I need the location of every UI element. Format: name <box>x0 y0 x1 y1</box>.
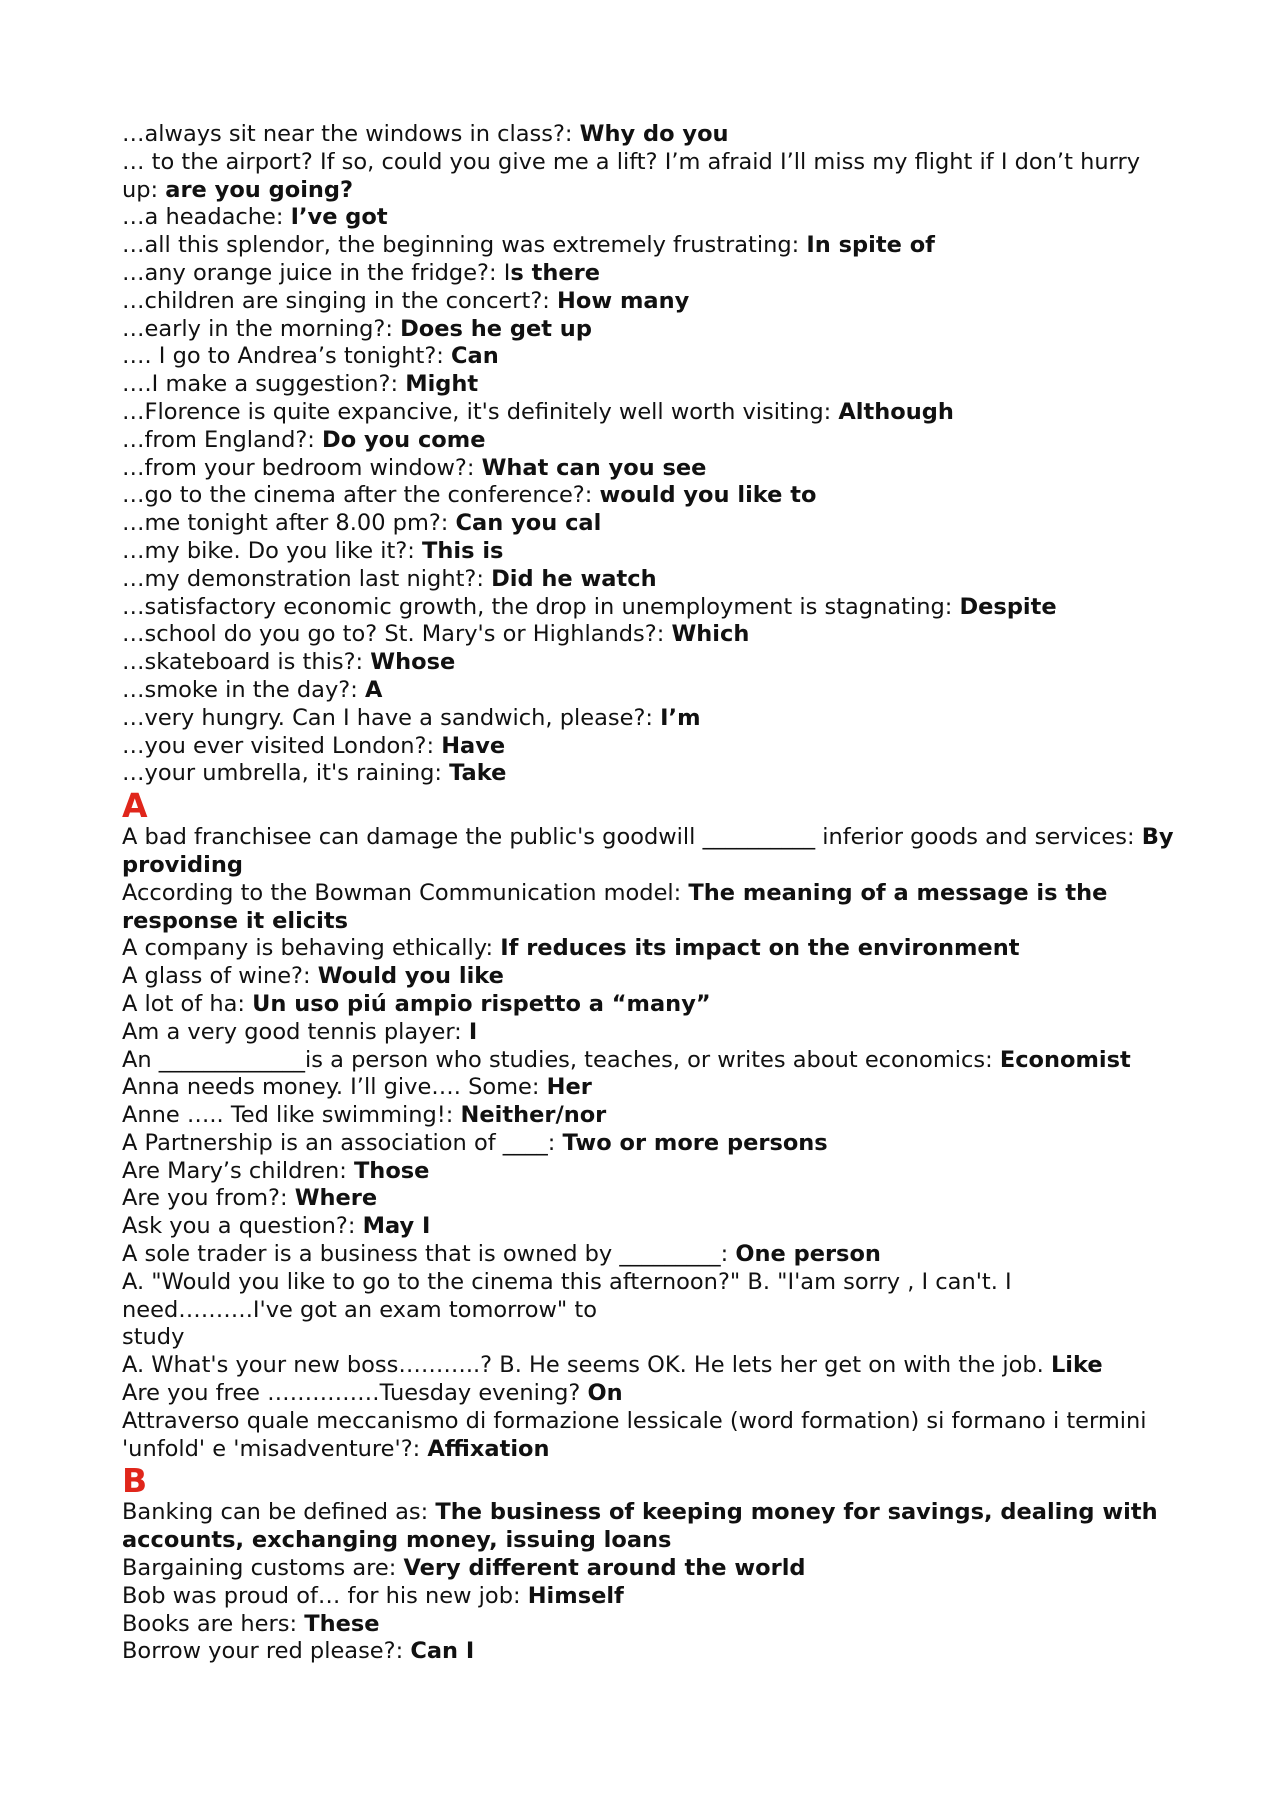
answer-text: A <box>364 676 383 703</box>
answer-text: I <box>468 1018 478 1045</box>
question-text: Am a very good tennis player: <box>122 1018 469 1045</box>
answer-text: Why do you <box>579 121 729 147</box>
answer-text: On <box>587 1380 623 1407</box>
question-answer-line <box>122 510 1182 538</box>
question-text: Bargaining customs are: <box>122 1555 404 1582</box>
answer-text: Can <box>451 343 499 370</box>
question-text: …skateboard is this?: <box>122 649 371 676</box>
question-text: …from England?: <box>122 426 323 453</box>
document-page <box>122 121 1182 1666</box>
question-text: A glass of wine?: <box>122 963 318 990</box>
answer-text: Very different around the world <box>403 1555 806 1582</box>
question-answer-line <box>122 232 1182 260</box>
question-answer-line <box>122 1102 1182 1130</box>
question-text: …early in the morning?: <box>122 315 401 342</box>
question-text: Borrow your red please?: <box>122 1638 411 1665</box>
answer-text: Neither/nor <box>460 1102 607 1129</box>
question-text: …school do you go to? St. Mary's or Highlands?: <box>122 621 672 648</box>
answer-text: If reduces its impact on the environment <box>500 935 1020 962</box>
answer-text: What can you see <box>481 454 707 481</box>
question-answer-line <box>122 824 1182 880</box>
question-answer-line <box>122 288 1182 316</box>
question-answer-line <box>122 733 1182 761</box>
question-text: A lot of ha: <box>122 990 253 1017</box>
question-text: Anna needs money. I’ll give…. Some: <box>122 1074 547 1101</box>
question-answer-line <box>122 991 1182 1019</box>
question-text: Anne ….. Ted like swimming!: <box>122 1102 461 1129</box>
question-text: An _____________is a person who studies, teaches, or writes about economics: <box>122 1046 1000 1073</box>
question-answer-line <box>122 371 1182 399</box>
question-text: Attraverso quale meccanismo di formazione lessicale (word formation) si formano i termini 'unfold' e 'misadventure'?: <box>122 1407 1147 1462</box>
question-answer-line <box>122 1380 1182 1408</box>
question-text: A company is behaving ethically: <box>122 935 501 962</box>
answer-text: May I <box>362 1213 431 1240</box>
answer-text: Have <box>441 732 506 759</box>
question-answer-line <box>122 399 1182 427</box>
answer-text: Can I <box>410 1638 475 1665</box>
answer-text: Where <box>294 1185 378 1212</box>
question-text: …my demonstration last night?: <box>122 565 492 592</box>
question-text: A Partnership is an association of ____: <box>122 1129 563 1156</box>
question-answer-line <box>122 1499 1182 1555</box>
question-answer-line <box>122 1583 1182 1611</box>
question-answer-line <box>122 1158 1182 1186</box>
answer-text: Despite <box>959 593 1057 620</box>
answer-text: Which <box>671 621 750 648</box>
question-answer-line <box>122 1611 1182 1639</box>
question-answer-line <box>122 343 1182 371</box>
question-answer-line <box>122 482 1182 510</box>
question-answer-line <box>122 1241 1182 1269</box>
question-text: …go to the cinema after the conference?: <box>122 482 600 509</box>
answer-text: s there <box>510 259 600 286</box>
question-text: study <box>122 1324 185 1351</box>
question-text: A. What's your new boss………..? B. He seems OK. He lets her get on with the job. <box>122 1352 1051 1379</box>
question-text: …always sit near the windows in class?: <box>122 121 580 147</box>
question-text: …all this splendor, the beginning was extremely frustrating: <box>122 232 807 259</box>
question-text: …me tonight after 8.00 pm?: <box>122 510 456 537</box>
answer-text: are you going? <box>165 176 354 203</box>
question-answer-line <box>122 427 1182 455</box>
question-text: Are you free ……………Tuesday evening? <box>122 1380 588 1407</box>
question-text: …very hungry. Can I have a sandwich, please?: <box>122 704 661 731</box>
answer-text: Can you cal <box>455 510 602 537</box>
question-answer-line <box>122 1408 1182 1464</box>
question-text: According to the Bowman Communication model: <box>122 879 689 906</box>
question-text: Are you from?: <box>122 1185 295 1212</box>
answer-text: I’m <box>660 704 701 731</box>
question-answer-line <box>122 149 1182 205</box>
question-answer-line <box>122 594 1182 622</box>
answer-text: Those <box>353 1157 430 1184</box>
question-answer-line <box>122 649 1182 677</box>
question-answer-line <box>122 705 1182 733</box>
section-letter-heading: B <box>122 1461 148 1501</box>
question-text: …a headache: <box>122 204 291 231</box>
answer-text: would you like to <box>599 482 817 509</box>
question-answer-line <box>122 1047 1182 1075</box>
question-answer-line <box>122 677 1182 705</box>
question-text: … to the airport? If so, could you give me a lift? I’m afraid I’ll miss my flight if I don’t hurry up: <box>122 148 1141 203</box>
section-letter-heading: A <box>122 786 148 826</box>
question-answer-line <box>122 316 1182 344</box>
question-text: …smoke in the day?: <box>122 676 365 703</box>
answer-text: One person <box>735 1241 881 1268</box>
question-answer-line <box>122 1019 1182 1047</box>
answer-text: Would you like <box>317 963 504 990</box>
question-answer-line <box>122 1130 1182 1158</box>
answer-text: Economist <box>999 1046 1131 1073</box>
question-answer-line <box>122 963 1182 991</box>
answer-text: Although <box>838 398 954 425</box>
question-answer-line <box>122 1213 1182 1241</box>
question-answer-line <box>122 538 1182 566</box>
question-answer-line <box>122 1638 1182 1666</box>
question-answer-line <box>122 455 1182 483</box>
answer-text: The meaning of a message is the response it elicits <box>122 879 1108 934</box>
question-answer-line <box>122 760 1182 788</box>
answer-text: This is <box>422 537 504 564</box>
answer-text: Did he watch <box>491 565 657 592</box>
question-text: …Florence is quite expancive, it's definitely well worth visiting: <box>122 398 839 425</box>
answer-text: Her <box>546 1074 592 1101</box>
question-answer-line <box>122 935 1182 963</box>
answer-text: Whose <box>370 649 456 676</box>
question-text: …any orange juice in the fridge?: I <box>122 259 511 286</box>
answer-text: Affixation <box>427 1435 550 1462</box>
answer-text: Take <box>449 760 507 787</box>
answer-text: Un uso piú ampio rispetto a “many” <box>252 990 711 1017</box>
question-answer-line <box>122 1352 1182 1380</box>
question-text: Bob was proud of… for his new job: <box>122 1582 528 1609</box>
question-text: …. I go to Andrea’s tonight?: <box>122 343 452 370</box>
question-text: …my bike. Do you like it?: <box>122 537 423 564</box>
question-answer-line <box>122 260 1182 288</box>
answer-text: Does he get up <box>400 315 592 342</box>
question-text: …satisfactory economic growth, the drop in unemployment is stagnating: <box>122 593 960 620</box>
answer-text: Two or more persons <box>562 1129 828 1156</box>
question-text: Ask you a question?: <box>122 1213 363 1240</box>
question-text: ….I make a suggestion?: <box>122 371 406 398</box>
answer-text: In spite of <box>806 232 935 259</box>
question-text: …your umbrella, it's raining: <box>122 760 450 787</box>
answer-text: How many <box>557 287 690 314</box>
question-answer-line <box>122 121 1182 149</box>
question-answer-line <box>122 880 1182 936</box>
answer-text: I’ve got <box>290 204 388 231</box>
answer-text: By providing <box>122 824 1174 878</box>
question-text: A sole trader is a business that is owned by _________: <box>122 1241 736 1268</box>
question-text: …from your bedroom window?: <box>122 454 482 481</box>
question-answer-line <box>122 1074 1182 1102</box>
answer-text: Do you come <box>322 426 486 453</box>
answer-text: Like <box>1050 1352 1103 1379</box>
question-text: Books are hers: <box>122 1610 305 1637</box>
question-answer-line <box>122 1269 1182 1325</box>
answer-text: These <box>304 1610 380 1637</box>
question-answer-line <box>122 621 1182 649</box>
question-text: Banking can be defined as: <box>122 1499 436 1526</box>
answer-text: The business of keeping money for savings, dealing with accounts, exchanging money, issuing loans <box>122 1499 1158 1554</box>
question-text: A bad franchisee can damage the public's goodwill __________ inferior goods and services: <box>122 824 1142 851</box>
question-text: A. "Would you like to go to the cinema this afternoon?" B. "I'am sorry , I can't. I need……….I've got an exam tomorrow" to <box>122 1268 1012 1323</box>
question-answer-line <box>122 1185 1182 1213</box>
question-answer-line <box>122 1555 1182 1583</box>
question-text: …children are singing in the concert?: <box>122 287 558 314</box>
question-answer-line <box>122 204 1182 232</box>
answer-text: Might <box>405 371 479 398</box>
question-answer-line <box>122 566 1182 594</box>
question-text: …you ever visited London?: <box>122 732 442 759</box>
question-text: Are Mary’s children: <box>122 1157 354 1184</box>
answer-text: Himself <box>527 1582 624 1609</box>
question-answer-line <box>122 1324 1182 1352</box>
